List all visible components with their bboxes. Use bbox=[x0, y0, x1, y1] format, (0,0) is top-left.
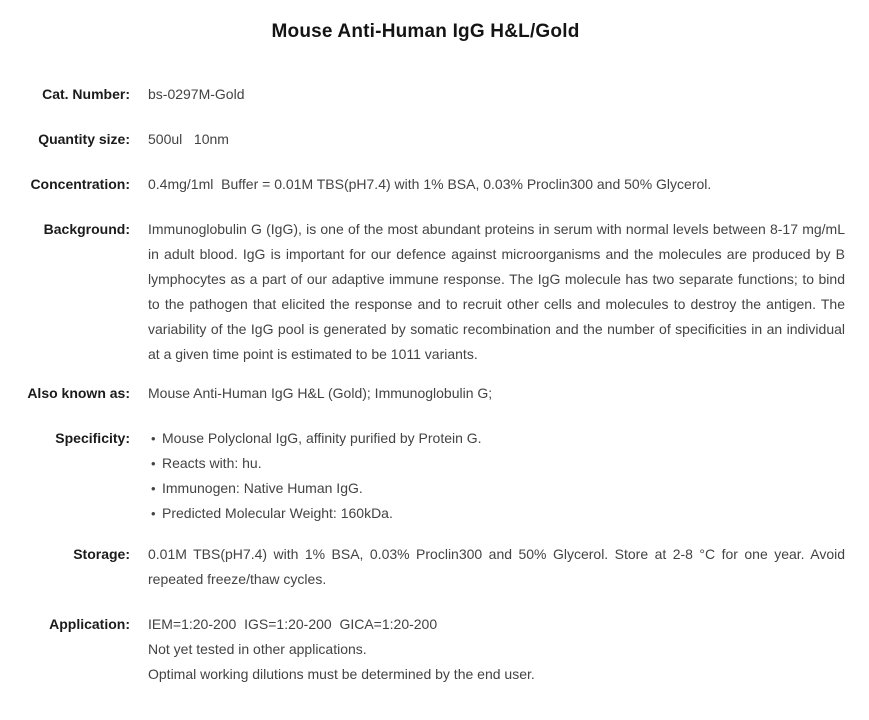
field-application bbox=[6, 612, 845, 687]
background-value: Immunoglobulin G (IgG), is one of the most abundant proteins in serum with normal levels between 8-17 mg/mL in adult blood. IgG is important for our defence against microorganisms and the molecules are produced by B lymphocytes as a part of our adaptive immune response. The IgG molecule has two separate functions; to bind to the pathogen that elicited the response and to recruit other cells and molecules to destroy the antigen. The variability of the IgG pool is generated by somatic recombination and the number of specificities in an individual at a given time point is estimated to be 1011 variants. bbox=[148, 221, 845, 362]
concentration-value: 0.4mg/1ml Buffer = 0.01M TBS(pH7.4) with 1% BSA, 0.03% Proclin300 and 50% Glycerol. bbox=[148, 176, 712, 192]
also-known-as-label: Also known as: bbox=[27, 385, 130, 401]
application-note: Not yet tested in other applications. bbox=[148, 641, 367, 657]
quantity-size-value: 500ul 10nm bbox=[148, 131, 229, 147]
specificity-label: Specificity: bbox=[55, 430, 130, 446]
list-item bbox=[148, 501, 845, 526]
application-dilutions: IEM=1:20-200 IGS=1:20-200 GICA=1:20-200 bbox=[148, 616, 438, 632]
list-item bbox=[148, 451, 845, 476]
bullet-icon bbox=[148, 451, 162, 476]
cat-number-value: bs-0297M-Gold bbox=[148, 86, 245, 102]
bullet-text: Reacts with: hu. bbox=[162, 455, 262, 471]
bullet-icon bbox=[148, 501, 162, 526]
background-label: Background: bbox=[43, 221, 130, 237]
cat-number-label: Cat. Number: bbox=[42, 86, 130, 102]
bullet-icon bbox=[148, 476, 162, 501]
field-background bbox=[6, 217, 845, 367]
storage-label: Storage: bbox=[73, 546, 130, 562]
concentration-label: Concentration: bbox=[30, 176, 130, 192]
application-disclaimer: Optimal working dilutions must be determined by the end user. bbox=[148, 666, 535, 682]
bullet-text: Predicted Molecular Weight: 160kDa. bbox=[162, 505, 393, 521]
quantity-size-label: Quantity size: bbox=[38, 131, 130, 147]
field-quantity-size bbox=[6, 127, 845, 152]
storage-value: 0.01M TBS(pH7.4) with 1% BSA, 0.03% Proclin300 and 50% Glycerol. Store at 2-8 °C for one year. Avoid repeated freeze/thaw cycles. bbox=[148, 546, 845, 587]
field-specificity bbox=[6, 426, 845, 526]
bullet-icon bbox=[148, 426, 162, 451]
bullet-text: Mouse Polyclonal IgG, affinity purified by Protein G. bbox=[162, 430, 482, 446]
list-item bbox=[148, 426, 845, 451]
field-cat-number bbox=[6, 82, 845, 107]
field-concentration bbox=[6, 172, 845, 197]
field-storage bbox=[6, 542, 845, 592]
application-label: Application: bbox=[49, 616, 130, 632]
bullet-text: Immunogen: Native Human IgG. bbox=[162, 480, 363, 496]
also-known-as-value: Mouse Anti-Human IgG H&L (Gold); Immunoglobulin G; bbox=[148, 385, 493, 401]
specificity-list bbox=[148, 426, 845, 526]
field-also-known-as bbox=[6, 381, 845, 406]
page-title: Mouse Anti-Human IgG H&L/Gold bbox=[271, 21, 580, 42]
list-item bbox=[148, 476, 845, 501]
